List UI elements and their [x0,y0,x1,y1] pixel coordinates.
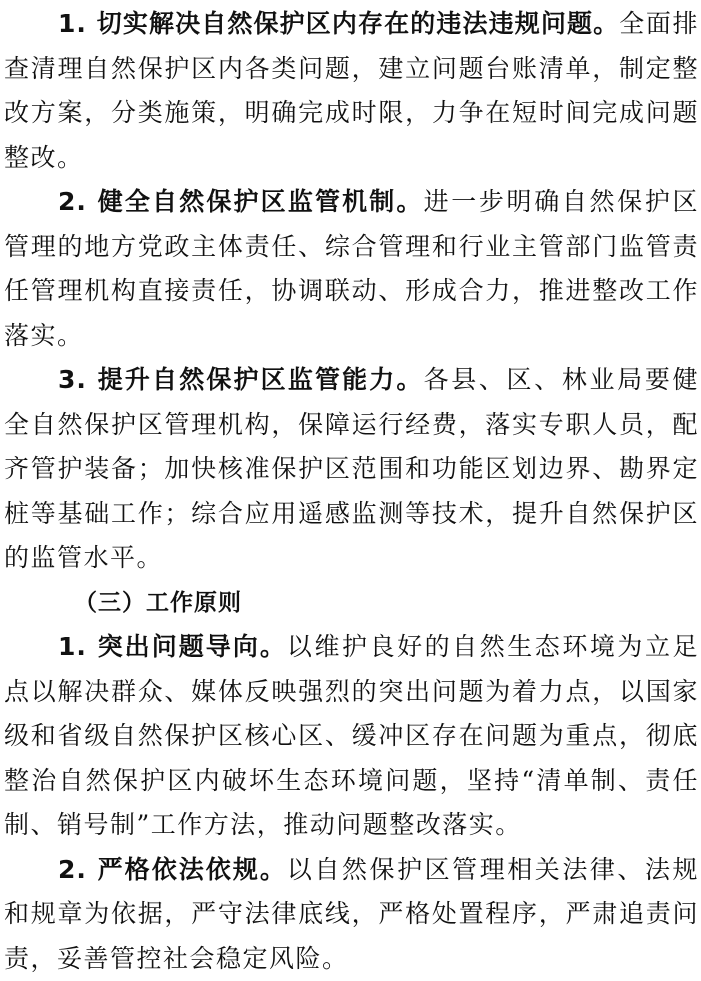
paragraph-problem-oriented [4,625,699,848]
paragraph-body: 各县、区、林业局要健全自然保护区管理机构，保障运行经费，落实专职人员，配齐管护装备；加快核准保护区范围和功能区划边界、勘界定桩等基础工作；综合应用遥感监测等技术，提升自然保护区的监管水平。 [4,365,699,572]
paragraph-resolve-violations [4,0,699,180]
paragraph-lead: 1. 切实解决自然保护区内存在的违法违规问题。 [58,9,619,38]
paragraph-lead: 3. 提升自然保护区监管能力。 [58,365,424,394]
paragraph-body: 以维护良好的自然生态环境为立足点以解决群众、媒体反映强烈的突出问题为着力点，以国家级和省级自然保护区核心区、缓冲区存在问题为重点，彻底整治自然保护区内破坏生态环境问题，坚持“清单制、责任制、销号制”工作方法，推动问题整改落实。 [4,632,699,839]
paragraph-supervision-capacity [4,358,699,581]
paragraph-lead: 1. 突出问题导向。 [58,632,287,661]
paragraph-body: 全面排查清理自然保护区内各类问题，建立问题台账清单，制定整改方案，分类施策，明确完成时限，力争在短时间完成问题整改。 [4,9,699,172]
section-heading: （三）工作原则 [4,581,699,626]
paragraph-lead: 2. 严格依法依规。 [58,855,287,884]
paragraph-supervision-mechanism [4,180,699,358]
paragraph-body: 进一步明确自然保护区管理的地方党政主体责任、综合管理和行业主管部门监管责任管理机构直接责任，协调联动、形成合力，推进整改工作落实。 [4,187,699,350]
paragraph-lead: 2. 健全自然保护区监管机制。 [58,187,424,216]
paragraph-body: 以自然保护区管理相关法律、法规和规章为依据，严守法律底线，严格处置程序，严肃追责问责，妥善管控社会稳定风险。 [4,855,699,973]
paragraph-law-compliance [4,848,699,981]
